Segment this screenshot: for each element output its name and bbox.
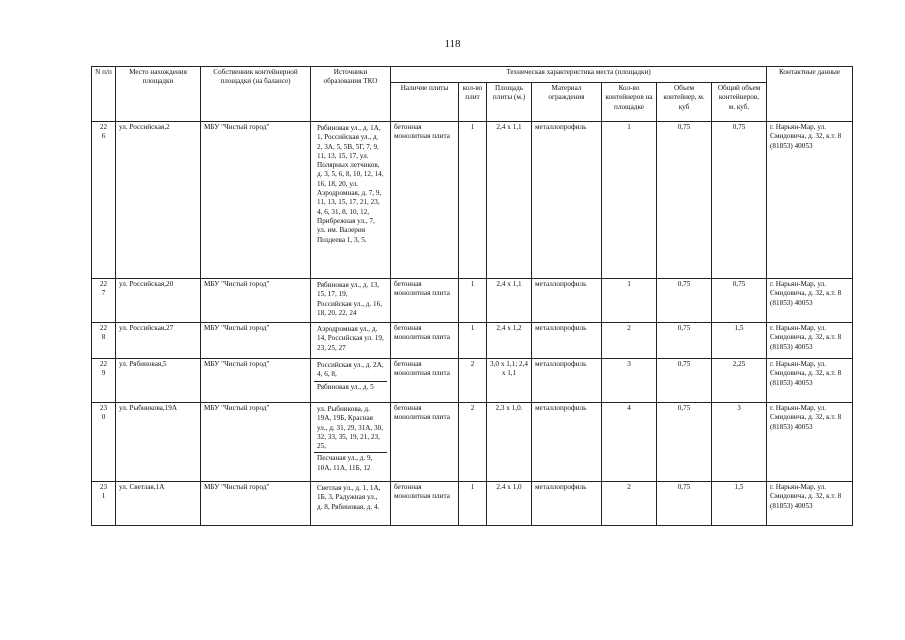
header-owner: Собственник контейнерной площадки (на балансе): [201, 67, 311, 122]
row-contacts: г. Нарьян-Мар, ул. Смидовича, д. 32, к.т. 8 (81853) 40053: [767, 279, 853, 323]
row-sources: [311, 122, 391, 279]
row-number: 22 9: [92, 359, 116, 403]
header-slab: Наличие плиты: [391, 83, 459, 122]
row-total-volume: 1,5: [712, 482, 767, 526]
row-slab-count: 1: [459, 323, 487, 359]
row-slab-area: 2,4 x 1,1: [487, 279, 532, 323]
row-contacts: г. Нарьян-Мар, ул. Смидовича, д. 32, к.т. 8 (81853) 40053: [767, 482, 853, 526]
row-owner: МБУ "Чистый город": [201, 482, 311, 526]
header-fence: Материал ограждения: [532, 83, 602, 122]
header-tech: Техническая характеристика места (площадки): [391, 67, 767, 83]
header-containers: Кол-во контейнеров на площадке: [602, 83, 657, 122]
row-total-volume: 2,25: [712, 359, 767, 403]
row-place: ул. Российская,20: [116, 279, 201, 323]
row-fence: металлопрофиль: [532, 403, 602, 482]
row-owner: МБУ "Чистый город": [201, 279, 311, 323]
row-slab: бетонная монолитная плита: [391, 323, 459, 359]
row-total-volume: 1,5: [712, 323, 767, 359]
row-place: ул. Светлая,1А: [116, 482, 201, 526]
container-sites-table: [91, 66, 853, 526]
row-sources: [311, 279, 391, 323]
row-total-volume: 0,75: [712, 279, 767, 323]
source-entry: Рябиновая ул., д. 13, 15, 17, 19, Российская ул., д. 16, 18, 20, 22, 24: [317, 281, 383, 317]
table-row: [92, 323, 853, 359]
row-place: ул. Рябиновая,5: [116, 359, 201, 403]
table-row: [92, 359, 853, 403]
row-sources: [311, 323, 391, 359]
row-fence: металлопрофиль: [532, 482, 602, 526]
row-volume: 0,75: [657, 359, 712, 403]
row-owner: МБУ "Чистый город": [201, 323, 311, 359]
header-total-volume: Общий объем контейнеров, м. куб.: [712, 83, 767, 122]
row-fence: металлопрофиль: [532, 359, 602, 403]
row-containers: 4: [602, 403, 657, 482]
row-slab-count: 2: [459, 403, 487, 482]
page-number: 118: [444, 38, 461, 50]
row-slab: бетонная монолитная плита: [391, 359, 459, 403]
row-contacts: г. Нарьян-Мар, ул. Смидовича, д. 32, к.т. 8 (81853) 40053: [767, 323, 853, 359]
row-total-volume: 0,75: [712, 122, 767, 279]
source-entry: Российская ул., д. 2А, 4, 6, 8,: [317, 361, 384, 379]
row-total-volume: 3: [712, 403, 767, 482]
row-volume: 0,75: [657, 403, 712, 482]
row-slab-area: 2,3 x 1,0.: [487, 403, 532, 482]
row-volume: 0,75: [657, 323, 712, 359]
row-contacts: г. Нарьян-Мар, ул. Смидовича, д. 32, к.т. 8 (81853) 40053: [767, 359, 853, 403]
table-row: [92, 482, 853, 526]
row-containers: 3: [602, 359, 657, 403]
row-owner: МБУ "Чистый город": [201, 122, 311, 279]
header-slab-count: кол-во плит: [459, 83, 487, 122]
row-slab: бетонная монолитная плита: [391, 482, 459, 526]
row-contacts: г. Нарьян-Мар, ул. Смидовича, д. 32, к.т. 8 (81853) 40053: [767, 403, 853, 482]
row-sources: [311, 403, 391, 482]
source-entry: ул. Рыбникова, д. 19А, 19Б, Красная ул., д. 31, 29, 31А, 30, 32, 33, 35, 19, 21, 23, 25,: [317, 405, 384, 451]
row-volume: 0,75: [657, 122, 712, 279]
row-sources: [311, 359, 391, 403]
row-number: 22 7: [92, 279, 116, 323]
row-slab-area: 2,4 x 1,2: [487, 323, 532, 359]
source-entry: Аэродромная ул., д. 14, Российская ул. 19, 23, 25, 27: [317, 325, 384, 352]
header-num: N п/п: [92, 67, 116, 122]
row-containers: 2: [602, 323, 657, 359]
header-place: Место нахождения площадки: [116, 67, 201, 122]
source-entry: Рябиновая ул., д. 5: [314, 381, 387, 393]
header-volume: Объем контейнер, м. куб: [657, 83, 712, 122]
table-row: [92, 279, 853, 323]
header-slab-area: Площадь плиты (м.): [487, 83, 532, 122]
source-entry: Песчаная ул., д. 9, 10А, 11А, 11Б, 12: [314, 452, 387, 474]
row-containers: 1: [602, 279, 657, 323]
row-slab: бетонная монолитная плита: [391, 403, 459, 482]
row-volume: 0,75: [657, 482, 712, 526]
row-owner: МБУ "Чистый город": [201, 403, 311, 482]
row-slab: бетонная монолитная плита: [391, 122, 459, 279]
row-place: ул. Российская,2: [116, 122, 201, 279]
row-number: 22 8: [92, 323, 116, 359]
header-sources: Источники образования ТКО: [311, 67, 391, 122]
row-sources: [311, 482, 391, 526]
row-volume: 0,75: [657, 279, 712, 323]
table-row: [92, 122, 853, 279]
row-containers: 1: [602, 122, 657, 279]
row-place: ул. Российская,27: [116, 323, 201, 359]
row-number: 23 0: [92, 403, 116, 482]
source-entry: Светлая ул., д. 1, 1А, 1Б, 3, Радужная ул., д. 8, Рябиновая, д. 4.: [317, 484, 381, 511]
row-slab-count: 1: [459, 122, 487, 279]
row-fence: металлопрофиль: [532, 323, 602, 359]
row-slab-count: 1: [459, 482, 487, 526]
row-fence: металлопрофиль: [532, 122, 602, 279]
row-slab: бетонная монолитная плита: [391, 279, 459, 323]
row-containers: 2: [602, 482, 657, 526]
source-entry: Рябиновая ул., д. 1А, 1, Российская ул., д. 2, 3А, 5, 5В, 5Г, 7, 9, 11, 13, 15, 17, ул. Полярных летчиков, д. 3, 5, 6, 8, 10, 12, 14, 16, 18, 20, ул. Аэродромная, д. 7, 9, 11, 13, 15, 17, 21, 23, 4, 6, 31, 8, 10, 12, Прибрежная ул., 7, ул. им. Валерия Поздеева 1, 3, 5.: [317, 124, 384, 244]
row-place: ул. Рыбникова,19А: [116, 403, 201, 482]
row-slab-area: 2.4 x 1,0: [487, 482, 532, 526]
row-slab-count: 1: [459, 279, 487, 323]
row-number: 23 1: [92, 482, 116, 526]
table-body: [92, 122, 853, 526]
header-contacts: Контактные данные: [767, 67, 853, 122]
row-slab-area: 3,0 x 1,1; 2,4 x 1,1: [487, 359, 532, 403]
table-row: [92, 403, 853, 482]
row-contacts: г. Нарьян-Мар, ул. Смидовича, д. 32, к.т. 8 (81853) 40053: [767, 122, 853, 279]
row-slab-count: 2: [459, 359, 487, 403]
row-owner: МБУ "Чистый город": [201, 359, 311, 403]
row-fence: металлопрофиль: [532, 279, 602, 323]
row-number: 22 6: [92, 122, 116, 279]
row-slab-area: 2,4 x 1,1: [487, 122, 532, 279]
